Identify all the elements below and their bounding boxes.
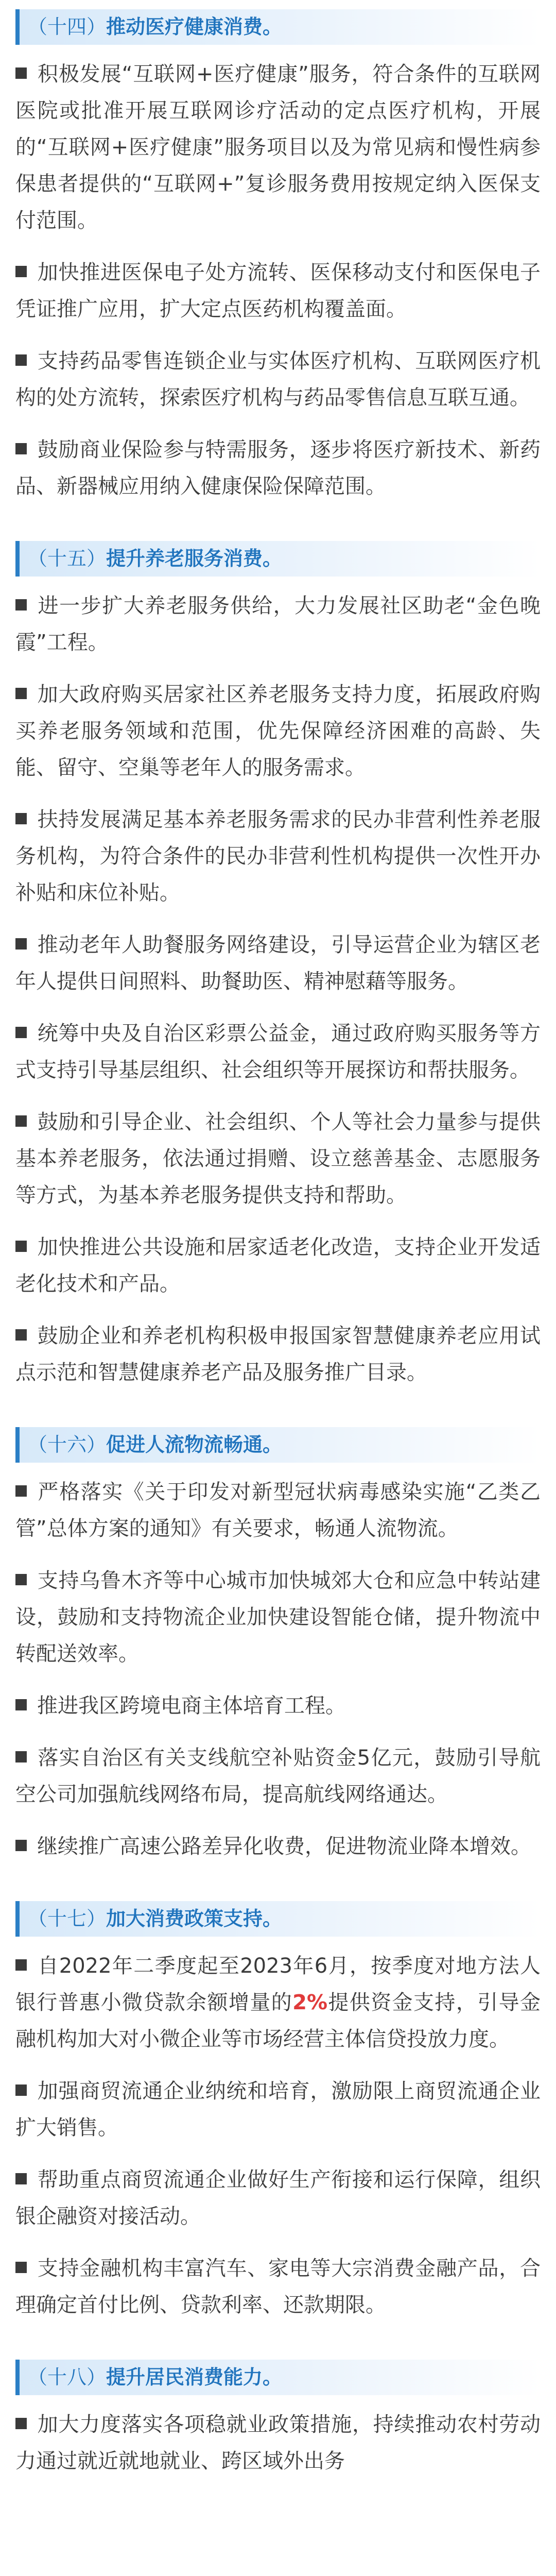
list-item: [15, 1563, 541, 1672]
square-bullet-icon: [15, 813, 27, 824]
list-item-text: 积极发展“互联网+医疗健康”服务，符合条件的互联网医院或批准开展互联网诊疗活动的定点医疗机构，开展的“互联网+医疗健康”服务项目以及为常见病和慢性病参保患者提供的“互联网+”复诊服务费用按规定纳入医保支付范围。: [15, 62, 541, 232]
list-item: [15, 802, 541, 911]
square-bullet-icon: [15, 2262, 27, 2273]
section-heading: [15, 1427, 541, 1463]
square-bullet-icon: [15, 443, 27, 454]
section-number: （十七）: [28, 1907, 107, 1930]
list-item-text: 鼓励商业保险参与特需服务，逐步将医疗新技术、新药品、新器械应用纳入健康保险保障范围。: [15, 438, 541, 498]
list-item-text: 支持药品零售连锁企业与实体医疗机构、互联网医疗机构的处方流转，探索医疗机构与药品零售信息互联互通。: [15, 349, 541, 410]
section-title: 提升养老服务消费。: [106, 547, 283, 570]
square-bullet-icon: [15, 1574, 27, 1585]
list-item-text: 加快推进医保电子处方流转、医保移动支付和医保电子凭证推广应用，扩大定点医药机构覆盖面。: [15, 261, 541, 321]
list-item-text: 加大政府购买居家社区养老服务支持力度，拓展政府购买养老服务领域和范围，优先保障经济困难的高龄、失能、留守、空巢等老年人的服务需求。: [15, 683, 541, 779]
list-item: [15, 676, 541, 786]
highlight-text: 2%: [292, 1991, 328, 2014]
list-item-text: 严格落实《关于印发对新型冠状病毒感染实施“乙类乙管”总体方案的通知》有关要求，畅通人流物流。: [15, 1480, 541, 1540]
square-bullet-icon: [15, 1699, 27, 1710]
square-bullet-icon: [15, 1840, 27, 1851]
list-item: [15, 343, 541, 416]
square-bullet-icon: [15, 1027, 27, 1038]
list-item: [15, 2250, 541, 2324]
section-heading: [15, 2360, 541, 2395]
square-bullet-icon: [15, 1241, 27, 1252]
section-title: 促进人流物流畅通。: [106, 1433, 283, 1456]
list-item: [15, 432, 541, 505]
section-heading: [15, 1901, 541, 1937]
square-bullet-icon: [15, 1959, 27, 1971]
list-item-text: 统筹中央及自治区彩票公益金，通过政府购买服务等方式支持引导基层组织、社会组织等开展探访和帮扶服务。: [15, 1022, 541, 1082]
list-item-text: 落实自治区有关支线航空补贴资金5亿元，鼓励引导航空公司加强航线网络布局，提高航线网络通达。: [15, 1746, 541, 1806]
square-bullet-icon: [15, 266, 27, 277]
list-item-text: 支持金融机构丰富汽车、家电等大宗消费金融产品，合理确定首付比例、贷款利率、还款期限。: [15, 2257, 541, 2317]
square-bullet-icon: [15, 1485, 27, 1497]
section-title: 加大消费政策支持。: [106, 1907, 283, 1930]
section-title: 推动医疗健康消费。: [106, 15, 283, 38]
square-bullet-icon: [15, 2418, 27, 2429]
list-item-text: 鼓励企业和养老机构积极申报国家智慧健康养老应用试点示范和智慧健康养老产品及服务推广目录。: [15, 1324, 541, 1384]
list-item-text: 加快推进公共设施和居家适老化改造，支持企业开发适老化技术和产品。: [15, 1235, 541, 1296]
square-bullet-icon: [15, 67, 27, 79]
square-bullet-icon: [15, 688, 27, 699]
list-item: [15, 2073, 541, 2146]
list-item: [15, 927, 541, 1000]
list-item-text: 继续推广高速公路差异化收费，促进物流业降本增效。: [37, 1835, 531, 1858]
square-bullet-icon: [15, 2173, 27, 2184]
square-bullet-icon: [15, 2084, 27, 2096]
section: [15, 9, 541, 505]
list-item: [15, 56, 541, 239]
square-bullet-icon: [15, 938, 27, 950]
list-item-text: 进一步扩大养老服务供给，大力发展社区助老“金色晚霞”工程。: [15, 594, 541, 654]
list-item: [15, 1740, 541, 1813]
section: [15, 1901, 541, 2324]
list-item: [15, 1015, 541, 1089]
list-item: [15, 1318, 541, 1391]
list-item: [15, 1104, 541, 1214]
list-item-text: 鼓励和引导企业、社会组织、个人等社会力量参与提供基本养老服务，依法通过捐赠、设立慈善基金、志愿服务等方式，为基本养老服务提供支持和帮助。: [15, 1110, 541, 1207]
square-bullet-icon: [15, 1329, 27, 1341]
section-number: （十五）: [28, 547, 107, 570]
list-item-text: 加大力度落实各项稳就业政策措施，持续推动农村劳动力通过就近就地就业、跨区域外出务: [15, 2413, 541, 2473]
section: [15, 2360, 541, 2480]
list-item-text: 推进我区跨境电商主体培育工程。: [37, 1694, 346, 1718]
section-heading: [15, 541, 541, 577]
list-item-text: 加强商贸流通企业纳统和培育，激励限上商贸流通企业扩大销售。: [15, 2079, 541, 2140]
list-item: [15, 255, 541, 328]
section: [15, 541, 541, 1391]
list-item-text: 扶持发展满足基本养老服务需求的民办非营利性养老服务机构，为符合条件的民办非营利性机构提供一次性开办补贴和床位补贴。: [15, 808, 541, 905]
list-item: [15, 588, 541, 661]
square-bullet-icon: [15, 1751, 27, 1762]
list-item-text: 帮助重点商贸流通企业做好生产衔接和运行保障，组织银企融资对接活动。: [15, 2168, 541, 2228]
section: [15, 1427, 541, 1865]
section-heading: [15, 9, 541, 45]
list-item: [15, 2162, 541, 2235]
list-item: [15, 1474, 541, 1547]
section-number: （十八）: [28, 2366, 107, 2388]
article-body: [0, 9, 556, 2536]
list-item: [15, 1828, 541, 1865]
list-item: [15, 2406, 541, 2480]
square-bullet-icon: [15, 1115, 27, 1127]
section-number: （十六）: [28, 1433, 107, 1456]
section-title: 提升居民消费能力。: [106, 2366, 283, 2388]
square-bullet-icon: [15, 599, 27, 611]
section-number: （十四）: [28, 15, 107, 38]
list-item: [15, 1229, 541, 1302]
list-item: 自2022年二季度起至2023年6月，按季度对地方法人银行普惠小微贷款余额增量的2%提供资金支持，引导金融机构加大对小微企业等市场经营主体信贷投放力度。: [15, 1954, 541, 2051]
list-item-text: 推动老年人助餐服务网络建设，引导运营企业为辖区老年人提供日间照料、助餐助医、精神慰藉等服务。: [15, 933, 541, 993]
list-item-text: 支持乌鲁木齐等中心城市加快城郊大仓和应急中转站建设，鼓励和支持物流企业加快建设智能仓储，提升物流中转配送效率。: [15, 1569, 541, 1666]
square-bullet-icon: [15, 354, 27, 366]
list-item: [15, 1688, 541, 1724]
